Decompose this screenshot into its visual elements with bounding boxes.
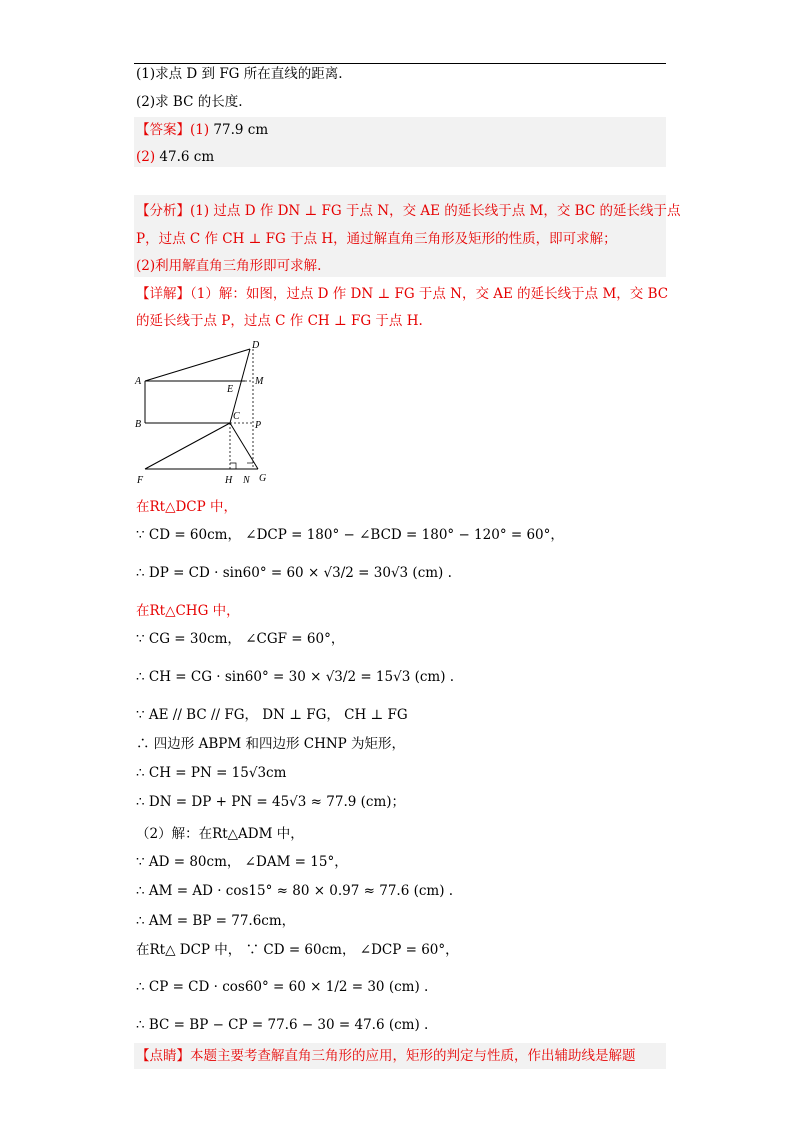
label-H: H: [225, 475, 233, 486]
detail-line-2: 的延长线于点 P，过点 C 作 CH ⊥ FG 于点 H.: [136, 313, 423, 329]
label-C: C: [233, 411, 240, 422]
solution-line-14: ∴ AM = BP = 77.6cm，: [136, 913, 296, 929]
solution-line-1: 在Rt△DCP 中，: [136, 499, 237, 515]
analysis-line-3: (2)利用解直角三角形即可求解.: [136, 258, 322, 274]
solution-line-11: （2）解：在Rt△ADM 中，: [136, 826, 304, 842]
analysis-text-1: (1) 过点 D 作 DN ⊥ FG 于点 N，交 AE 的延长线于点 M，交 BC 的延长线于点: [190, 203, 681, 219]
label-M: M: [255, 376, 264, 387]
solution-line-10: ∴ DN = DP + PN = 45√3 ≈ 77.9 (cm)；: [136, 794, 406, 810]
solution-line-8: ∴ 四边形 ABPM 和四边形 CHNP 为矩形，: [136, 736, 406, 752]
detail-tag: 【详解】: [136, 286, 190, 302]
label-G: G: [259, 473, 267, 484]
answer-num-1: (1): [190, 122, 210, 138]
solution-line-7: ∵ AE // BC // FG， DN ⊥ FG， CH ⊥ FG: [136, 707, 408, 723]
solution-line-4: 在Rt△CHG 中，: [136, 603, 240, 619]
label-N: N: [243, 475, 250, 486]
comment-line: [136, 1046, 636, 1066]
answer-line-2: [136, 147, 214, 167]
question-1: (1)求点 D 到 FG 所在直线的距离.: [136, 66, 343, 82]
answer-value-1: 77.9 cm: [213, 122, 269, 138]
solution-line-15: 在Rt△ DCP 中， ∵ CD = 60cm， ∠DCP = 60°，: [136, 942, 459, 958]
label-B: B: [135, 419, 142, 430]
answer-tag: 【答案】: [136, 122, 190, 138]
solution-line-5: ∵ CG = 30cm， ∠CGF = 60°，: [136, 631, 345, 647]
label-P: P: [255, 420, 262, 431]
detail-line-1: [136, 284, 668, 304]
answer-line-1: [136, 120, 268, 140]
detail-text-1: （1）解：如图，过点 D 作 DN ⊥ FG 于点 N，交 AE 的延长线于点 M，交 BC: [190, 286, 669, 302]
analysis-line-1: [136, 201, 680, 221]
solution-line-2: ∵ CD = 60cm， ∠DCP = 180° − ∠BCD = 180° − 120° = 60°，: [136, 527, 564, 543]
label-F: F: [137, 475, 144, 486]
solution-line-3: ∴ DP = CD · sin60° = 60 × √3/2 = 30√3 (cm) .: [136, 565, 452, 581]
solution-line-12: ∵ AD = 80cm， ∠DAM = 15°，: [136, 854, 348, 870]
comment-text: 本题主要考查解直角三角形的应用，矩形的判定与性质，作出辅助线是解题: [190, 1048, 636, 1064]
solution-line-9: ∴ CH = PN = 15√3cm: [136, 765, 287, 781]
geometry-figure: [134, 336, 274, 488]
solution-line-13: ∴ AM = AD · cos15° ≈ 80 × 0.97 ≈ 77.6 (cm) .: [136, 883, 454, 899]
analysis-line-2: P，过点 C 作 CH ⊥ FG 于点 H，通过解直角三角形及矩形的性质，即可求解；: [136, 231, 617, 247]
answer-value-2: 47.6 cm: [159, 149, 215, 165]
question-2: (2)求 BC 的长度.: [136, 94, 243, 110]
solution-line-6: ∴ CH = CG · sin60° = 30 × √3/2 = 15√3 (cm) .: [136, 669, 455, 685]
label-E: E: [227, 384, 234, 395]
answer-num-2: (2): [136, 149, 156, 165]
solution-line-16: ∴ CP = CD · cos60° = 60 × 1/2 = 30 (cm) .: [136, 979, 429, 995]
comment-tag: 【点睛】: [136, 1048, 190, 1064]
solution-line-17: ∴ BC = BP − CP = 77.6 − 30 = 47.6 (cm) .: [136, 1017, 429, 1033]
analysis-tag: 【分析】: [136, 203, 190, 219]
label-D: D: [252, 340, 260, 351]
label-A: A: [135, 376, 142, 387]
